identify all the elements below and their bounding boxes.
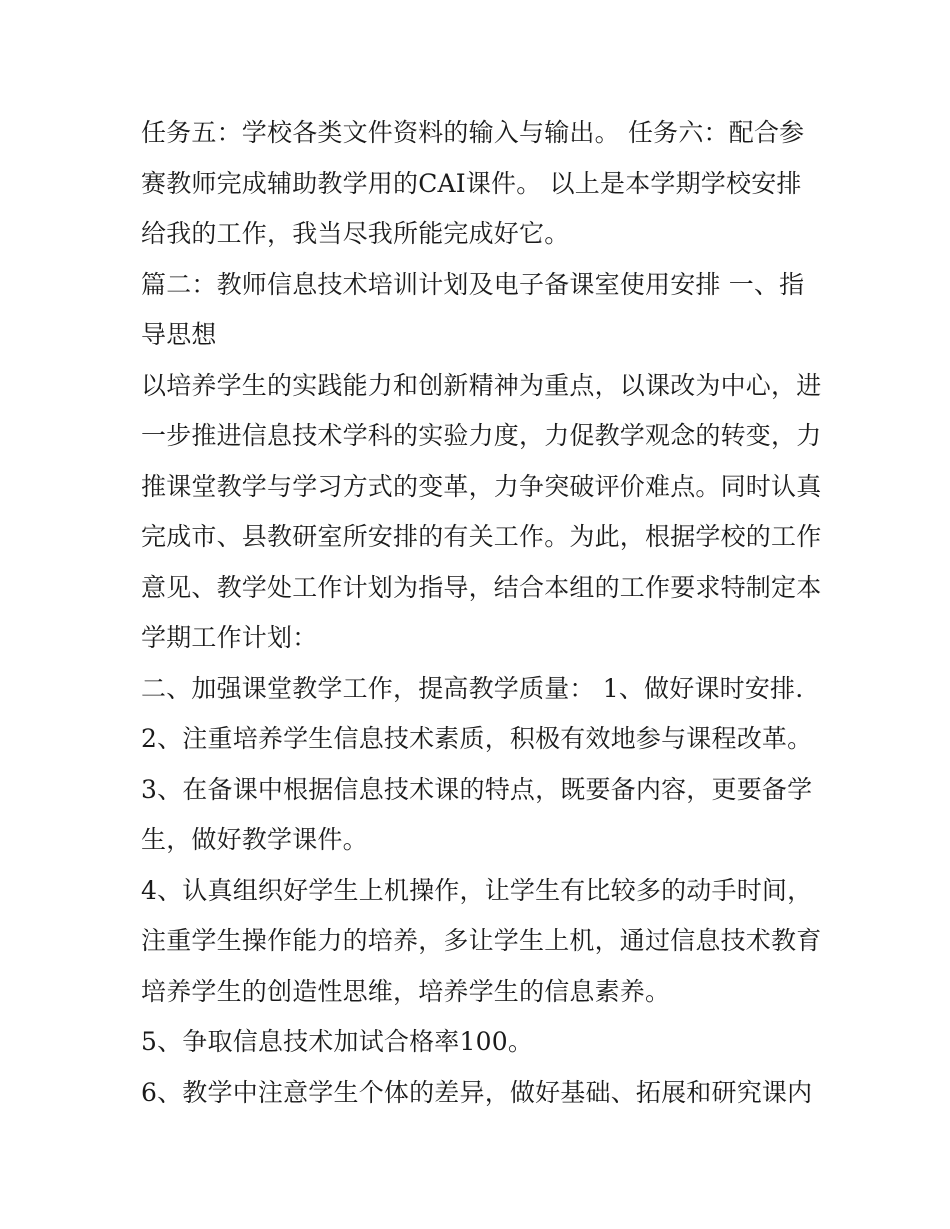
list-item-line: 5、争取信息技术加试合格率100。 [141,1027,534,1056]
list-item-line: 3、在备课中根据信息技术课的特点，既要备内容，更要备学 [141,774,813,804]
text-line: 任务五：学校各类文件资料的输入与输出。 任务六：配合参 [141,118,805,147]
text-line: 意见、教学处工作计划为指导，结合本组的工作要求特制定本 [141,572,822,602]
section-heading-line: 篇二：教师信息技术培训计划及电子备课室使用安排 一、指 [141,269,805,299]
list-item-line: 2、注重培养学生信息技术素质，积极有效地参与课程改革。 [141,724,813,753]
document-body [141,108,821,1118]
list-item-line: 生，做好教学课件。 [141,825,368,854]
list-item-line: 培养学生的创造性思维，培养学生的信息素养。 [141,976,671,1006]
text-line: 完成市、县教研室所安排的有关工作。为此，根据学校的工作 [141,522,822,551]
list-item-line: 注重学生操作能力的培养，多让学生上机，通过信息技术教育 [141,926,822,955]
list-item-line: 4、认真组织好学生上机操作，让学生有比较多的动手时间， [141,875,813,905]
list-item-line: 6、教学中注意学生个体的差异，做好基础、拓展和研究课内 [141,1077,813,1107]
text-line: 给我的工作，我当尽我所能完成好它。 [141,219,570,248]
text-line: 赛教师完成辅助教学用的CAI课件。 以上是本学期学校安排 [141,168,802,198]
text-line: 推课堂教学与学习方式的变革，力争突破评价难点。同时认真 [141,471,822,501]
list-item-line: 二、加强课堂教学工作，提高教学质量： 1、做好课时安排. [141,673,804,703]
text-line: 学期工作计划： [141,623,318,652]
text-line: 以培养学生的实践能力和创新精神为重点，以课改为中心，进 [141,370,822,400]
section-heading-line: 导思想 [141,320,217,349]
text-line: 一步推进信息技术学科的实验力度，力促教学观念的转变，力 [141,421,822,450]
